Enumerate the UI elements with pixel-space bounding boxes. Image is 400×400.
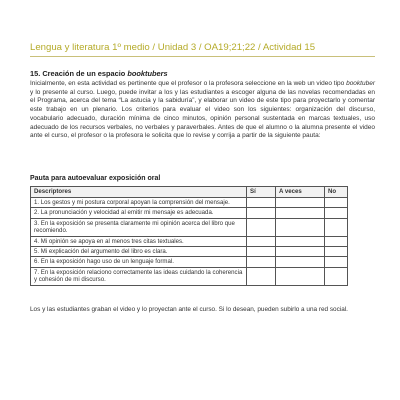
sometimes-cell[interactable]: [276, 218, 325, 236]
no-cell[interactable]: [325, 267, 348, 285]
yes-cell[interactable]: [247, 247, 276, 257]
no-cell[interactable]: [325, 198, 348, 208]
no-cell[interactable]: [325, 218, 348, 236]
header-descriptor: Descriptores: [31, 187, 247, 198]
rubric-header-row: [31, 187, 348, 198]
table-row: [31, 218, 348, 236]
descriptor-cell: 6. En la exposición hago uso de un lenguaje formal.: [31, 257, 247, 267]
descriptor-cell: 5. Mi explicación del argumento del libro es clara.: [31, 247, 247, 257]
sometimes-cell[interactable]: [276, 198, 325, 208]
descriptor-cell: 3. En la exposición se presenta claramente mi opinión acerca del libro que recomiendo.: [31, 218, 247, 236]
rubric-table: [30, 186, 348, 286]
closing-paragraph: Los y las estudiantes graban el video y lo proyectan ante el curso. Si lo desean, pueden subirlo a una red social.: [30, 306, 348, 313]
table-row: [31, 198, 348, 208]
table-row: [31, 236, 348, 246]
activity-title-emphasis: booktubers: [127, 69, 168, 78]
descriptor-cell: 2. La pronunciación y velocidad al emitir mi mensaje es adecuada.: [31, 208, 247, 218]
instructions-emphasis: booktuber: [346, 80, 375, 87]
no-cell[interactable]: [325, 257, 348, 267]
sometimes-cell[interactable]: [276, 236, 325, 246]
header-divider: [30, 56, 375, 57]
activity-title-text: 15. Creación de un espacio: [30, 69, 128, 78]
rubric-title: Pauta para autoevaluar exposición oral: [30, 175, 161, 182]
sometimes-cell[interactable]: [276, 247, 325, 257]
activity-instructions: [30, 80, 375, 141]
descriptor-cell: 7. En la exposición relaciono correctamente las ideas cuidando la coherencia y cohesión de mi discurso.: [31, 267, 247, 285]
header-yes: Sí: [247, 187, 276, 198]
yes-cell[interactable]: [247, 236, 276, 246]
table-row: [31, 247, 348, 257]
sometimes-cell[interactable]: [276, 208, 325, 218]
yes-cell[interactable]: [247, 267, 276, 285]
header-sometimes: A veces: [276, 187, 325, 198]
table-row: [31, 267, 348, 285]
descriptor-cell: 1. Los gestos y mi postura corporal apoyan la comprensión del mensaje.: [31, 198, 247, 208]
yes-cell[interactable]: [247, 198, 276, 208]
header-no: No: [325, 187, 348, 198]
descriptor-cell: 4. Mi opinión se apoya en al menos tres citas textuales.: [31, 236, 247, 246]
table-row: [31, 257, 348, 267]
sometimes-cell[interactable]: [276, 257, 325, 267]
no-cell[interactable]: [325, 247, 348, 257]
page-header: Lengua y literatura 1º medio / Unidad 3 / OA19;21;22 / Actividad 15: [30, 42, 316, 53]
sometimes-cell[interactable]: [276, 267, 325, 285]
activity-title: [30, 69, 168, 78]
instructions-part-1: Inicialmente, en esta actividad es pertinente que el profesor o la profesora seleccione en la web un video tipo: [30, 80, 347, 87]
yes-cell[interactable]: [247, 257, 276, 267]
no-cell[interactable]: [325, 236, 348, 246]
instructions-part-2: y lo presente al curso. Luego, puede invitar a los y las estudiantes a escoger alguna de las novelas recomendadas en el Programa, acerca del tema “La astucia y la sabiduría”, y elaborar un video de este tipo para proyectarlo y comentar este trabajo en un plenario. Los criterios para evaluar el video son los siguientes: organización del discurso, vocabulario adecuado, duración mínima de cinco minutos, opinión personal sustentada en marcas textuales, uso adecuado de los recursos verbales, no verbales y paraverbales. Antes de que el alumno o la alumna presente el video ante el curso, el profesor o la profesora le solicita que lo revise y corrija a partir de la siguiente pauta:: [30, 88, 375, 140]
yes-cell[interactable]: [247, 218, 276, 236]
yes-cell[interactable]: [247, 208, 276, 218]
no-cell[interactable]: [325, 208, 348, 218]
table-row: [31, 208, 348, 218]
